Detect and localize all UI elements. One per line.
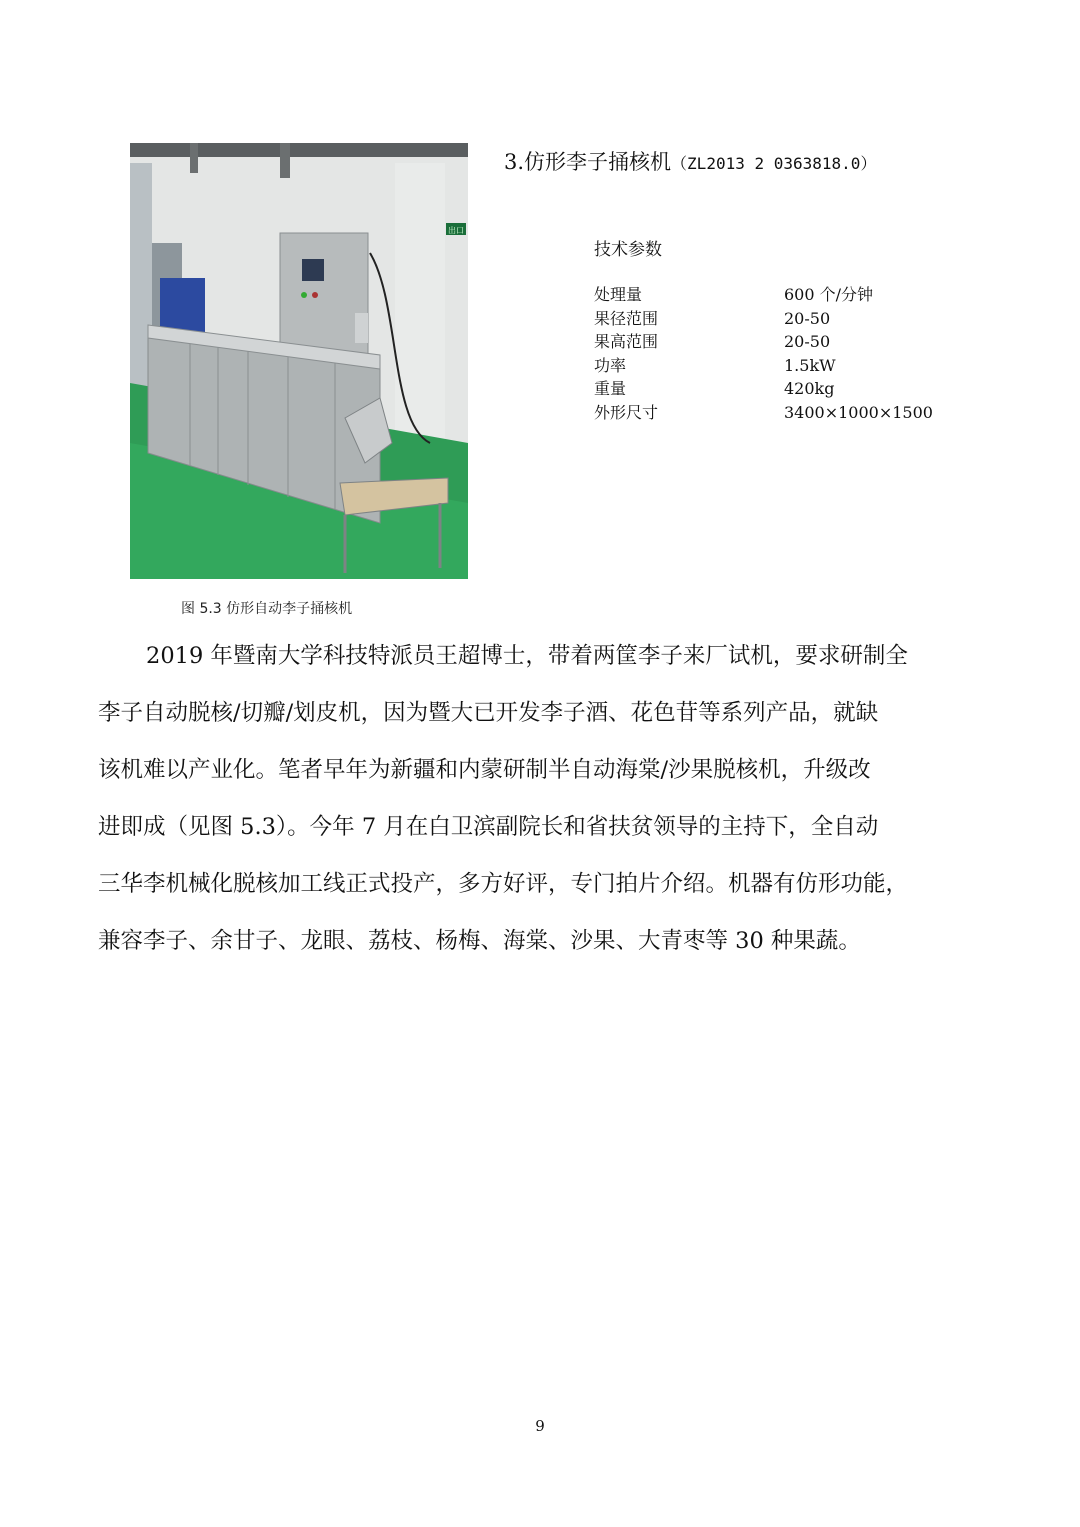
paragraph-line: 进即成（见图 5.3）。今年 7 月在白卫滨副院长和省扶贫领导的主持下，全自动 [98, 814, 879, 840]
param-label: 果高范围 [594, 332, 659, 352]
paragraph-line: 该机难以产业化。笔者早年为新疆和内蒙研制半自动海棠/沙果脱核机，升级改 [98, 757, 871, 783]
param-value: 1.5kW [784, 355, 836, 375]
machine-photo [130, 143, 468, 579]
param-value: 20-50 [784, 308, 831, 328]
param-row [594, 283, 933, 307]
param-label: 功率 [594, 355, 627, 375]
page-number: 9 [535, 1417, 545, 1435]
paragraph-line: 三华李机械化脱核加工线正式投产，多方好评，专门拍片介绍。机器有仿形功能， [98, 871, 909, 897]
paragraph-line: 2019 年暨南大学科技特派员王超博士，带着两筐李子来厂试机，要求研制全 [146, 643, 908, 669]
param-row [594, 354, 933, 378]
param-label: 重量 [594, 379, 627, 399]
param-row [594, 377, 933, 401]
params-table [594, 283, 933, 425]
param-value: 3400×1000×1500 [784, 402, 933, 422]
heading-title: 3.仿形李子捅核机 [504, 150, 672, 174]
param-value: 600 个/分钟 [784, 285, 874, 304]
param-value: 420kg [784, 379, 835, 399]
param-label: 果径范围 [594, 308, 659, 328]
patent-number: （ZL2013 2 0363818.0） [671, 154, 877, 173]
exit-sign-label: 出口 [448, 226, 464, 235]
paragraph-line: 李子自动脱核/切瓣/划皮机，因为暨大已开发李子酒、花色苷等系列产品，就缺 [98, 700, 879, 726]
body-paragraph [98, 628, 984, 970]
paragraph-line: 兼容李子、余甘子、龙眼、荔枝、杨梅、海棠、沙果、大青枣等 30 种果蔬。 [98, 928, 861, 954]
figure-caption: 图 5.3 仿形自动李子捅核机 [181, 601, 353, 617]
param-row [594, 401, 933, 425]
param-label: 外形尺寸 [594, 402, 659, 422]
param-value: 20-50 [784, 332, 831, 352]
param-row [594, 307, 933, 331]
section-heading [504, 146, 876, 176]
params-title: 技术参数 [594, 240, 662, 260]
machine-illustration [130, 143, 468, 579]
param-label: 处理量 [594, 285, 643, 304]
param-row [594, 330, 933, 354]
